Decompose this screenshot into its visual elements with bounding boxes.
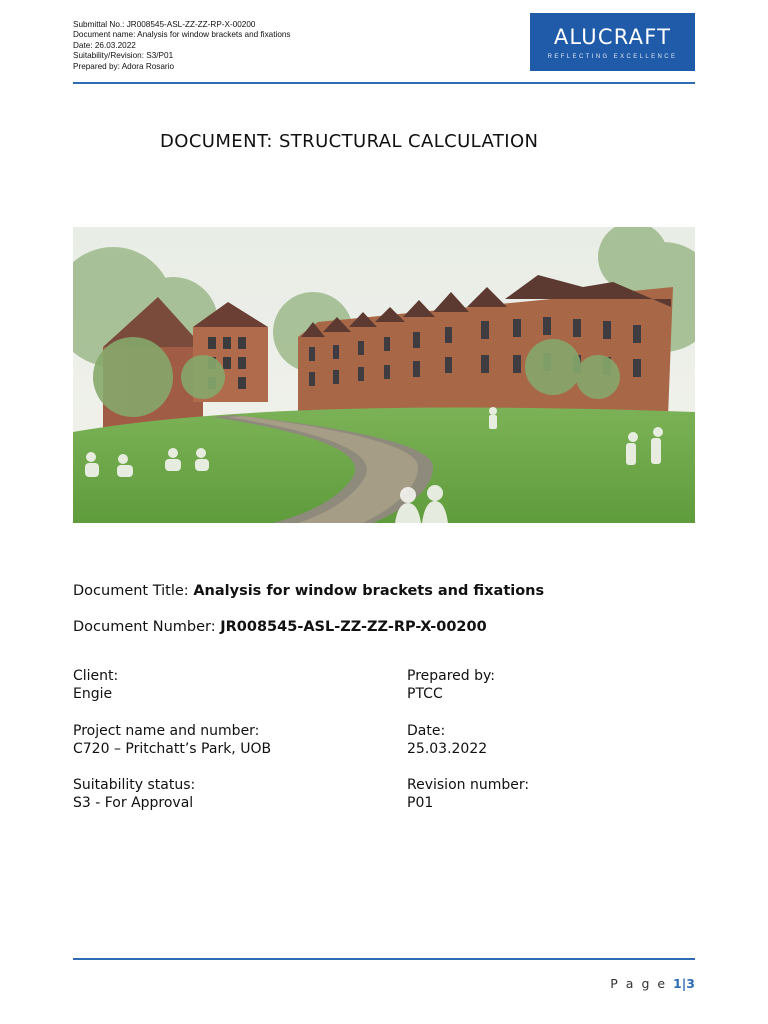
- suitability-label: Suitability status:: [73, 777, 196, 793]
- document-number-label: Document Number:: [73, 619, 216, 635]
- prepared-by-value: PTCC: [407, 686, 443, 702]
- header-date: Date: 26.03.2022: [73, 40, 136, 50]
- document-title-value: Analysis for window brackets and fixations: [193, 583, 545, 599]
- document-number-value: JR008545-ASL-ZZ-ZZ-RP-X-00200: [220, 619, 487, 635]
- cover-illustration: [73, 227, 695, 523]
- suitability-field: [73, 776, 195, 812]
- date-field: [407, 722, 487, 758]
- revision-field: [407, 776, 529, 812]
- suitability-value: S3 - For Approval: [73, 795, 194, 811]
- prepared-by-field: [407, 667, 495, 703]
- document-title-label: Document Title:: [73, 583, 189, 599]
- logo-tagline: REFLECTING EXCELLENCE: [547, 54, 678, 60]
- document-heading: DOCUMENT: STRUCTURAL CALCULATION: [160, 131, 539, 152]
- alucraft-logo: [530, 13, 695, 71]
- document-title-line: [73, 583, 544, 599]
- header-divider: [73, 82, 695, 84]
- date-label: Date:: [407, 723, 446, 739]
- header-metadata: [73, 20, 291, 72]
- client-label: Client:: [73, 668, 119, 684]
- page-current: 1: [673, 976, 682, 991]
- document-name: Document name: Analysis for window brackets and fixations: [73, 30, 291, 40]
- project-label: Project name and number:: [73, 723, 260, 739]
- document-number-line: [73, 619, 487, 635]
- page-footer: [610, 976, 695, 991]
- client-field: [73, 667, 118, 703]
- page-label: P a g e: [610, 976, 674, 991]
- prepared-by-label: Prepared by:: [407, 668, 495, 684]
- submittal-number: Submittal No.: JR008545-ASL-ZZ-ZZ-RP-X-00200: [73, 20, 256, 29]
- revision-value: P01: [407, 795, 434, 811]
- logo-name: ALUCRAFT: [553, 25, 672, 49]
- revision-label: Revision number:: [407, 777, 530, 793]
- prepared-by: Prepared by: Adora Rosario: [73, 61, 175, 71]
- client-value: Engie: [73, 686, 113, 702]
- project-field: [73, 722, 271, 758]
- page-total: 3: [686, 976, 695, 991]
- date-value: 25.03.2022: [407, 741, 488, 757]
- page-separator: |: [681, 976, 687, 991]
- suitability-revision: Suitability/Revision: S3/P01: [73, 51, 174, 61]
- project-value: C720 – Pritchatt’s Park, UOB: [73, 741, 272, 757]
- footer-divider: [73, 958, 695, 960]
